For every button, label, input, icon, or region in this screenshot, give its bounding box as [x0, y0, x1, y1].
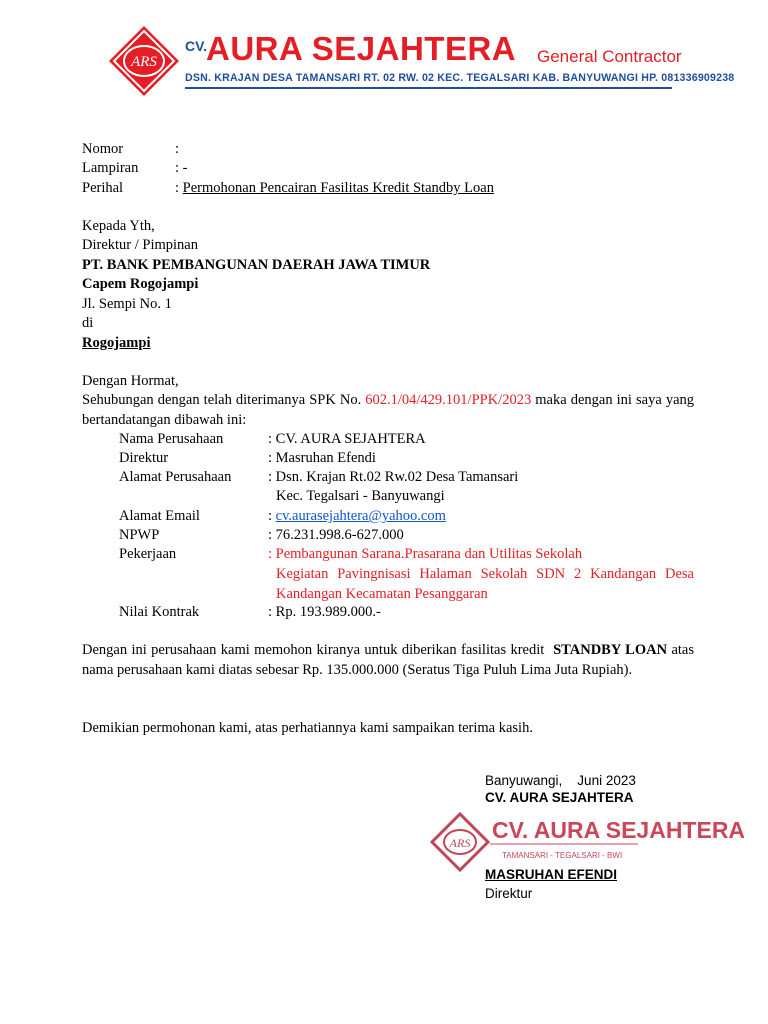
- signatory-name: MASRUHAN EFENDI: [485, 867, 618, 882]
- detail-label: NPWP: [119, 527, 160, 543]
- email-link[interactable]: cv.aurasejahtera@yahoo.com: [275, 508, 446, 524]
- signature-company: CV. AURA SEJAHTERA: [485, 790, 634, 805]
- detail-label: Pekerjaan: [119, 546, 177, 562]
- intro-paragraph: [82, 391, 698, 430]
- pekerjaan-detail: Kegiatan Pavingnisasi Halaman Sekolah SDN 2 Kandangan Desa Kandangan Kecamatan Pesanggaran: [276, 566, 694, 602]
- recipient-bank: PT. BANK PEMBANGUNAN DAERAH JAWA TIMUR: [82, 257, 431, 273]
- recipient-position: Direktur / Pimpinan: [82, 237, 198, 253]
- detail-value: : CV. AURA SEJAHTERA: [268, 431, 426, 447]
- nomor-label: Nomor: [82, 141, 124, 157]
- company-address: DSN. KRAJAN DESA TAMANSARI RT. 02 RW. 02 KEC. TEGALSARI KAB. BANYUWANGI HP. 081336909238: [185, 72, 735, 84]
- recipient-salutation: Kepada Yth,: [82, 218, 155, 234]
- request-text-1: Dengan ini perusahaan kami memohon kiranya untuk diberikan fasilitas kredit: [82, 642, 554, 658]
- greeting: Dengan Hormat,: [82, 373, 179, 389]
- perihal-line: [175, 179, 494, 199]
- detail-label: Direktur: [119, 450, 169, 466]
- pekerjaan-row: [268, 545, 582, 565]
- company-name: AURA SEJAHTERA: [206, 30, 517, 67]
- detail-value: : Rp. 193.989.000.-: [268, 604, 381, 620]
- detail-value: Kec. Tegalsari - Banyuwangi: [276, 488, 445, 504]
- recipient-di: di: [82, 315, 94, 331]
- spk-number: 602.1/04/429.101/PPK/2023: [365, 392, 532, 408]
- stamp-sub: TAMANSARI - TEGALSARI - BWI: [502, 851, 623, 860]
- lampiran-value: : -: [175, 160, 188, 176]
- perihal-colon: :: [175, 180, 183, 196]
- detail-label: Nama Perusahaan: [119, 431, 224, 447]
- lampiran-label: Lampiran: [82, 160, 139, 176]
- company-logo: [108, 25, 180, 97]
- perihal-label: Perihal: [82, 180, 124, 196]
- company-prefix: CV.: [185, 38, 208, 54]
- nomor-value: :: [175, 141, 180, 157]
- email-row: [268, 507, 446, 527]
- stamp-name: CV. AURA SEJAHTERA: [492, 817, 746, 843]
- detail-value: : Masruhan Efendi: [268, 450, 376, 466]
- detail-value: : Dsn. Krajan Rt.02 Rw.02 Desa Tamansari: [268, 469, 519, 485]
- detail-label: Nilai Kontrak: [119, 604, 200, 620]
- pekerjaan-value: Pembangunan Sarana.Prasarana dan Utilitas Sekolah: [275, 546, 583, 562]
- closing-sentence: Demikian permohonan kami, atas perhatiannya kami sampaikan terima kasih.: [82, 720, 533, 736]
- recipient-branch: Capem Rogojampi: [82, 276, 199, 292]
- request-paragraph: [82, 641, 698, 680]
- request-bold: STANDBY LOAN: [553, 642, 668, 658]
- detail-label: Alamat Perusahaan: [119, 469, 232, 485]
- intro-text-1: Sehubungan dengan telah diterimanya SPK No.: [82, 392, 366, 408]
- recipient-street: Jl. Sempi No. 1: [82, 296, 172, 312]
- pekerjaan-colon: :: [268, 546, 276, 562]
- signatory-title: Direktur: [485, 886, 533, 901]
- company-tagline: General Contractor: [537, 47, 682, 66]
- logo-text: ARS: [131, 54, 157, 70]
- detail-value: : 76.231.998.6-627.000: [268, 527, 404, 543]
- stamp-logo-text: ARS: [449, 836, 471, 850]
- recipient-city: Rogojampi: [82, 335, 151, 351]
- place-date: Banyuwangi, Juni 2023: [485, 773, 636, 788]
- detail-label: Alamat Email: [119, 508, 200, 524]
- letterhead-divider: [185, 87, 672, 89]
- intro-text-2: maka dengan ini saya yang bertandatangan dibawah ini:: [82, 392, 698, 428]
- request-text-2: atas nama perusahaan kami diatas sebesar Rp. 135.000.000 (Seratus Tiga Puluh Lima Juta Rupiah).: [82, 642, 698, 678]
- email-colon: :: [268, 508, 276, 524]
- perihal-value: Permohonan Pencairan Fasilitas Kredit Standby Loan: [182, 180, 494, 196]
